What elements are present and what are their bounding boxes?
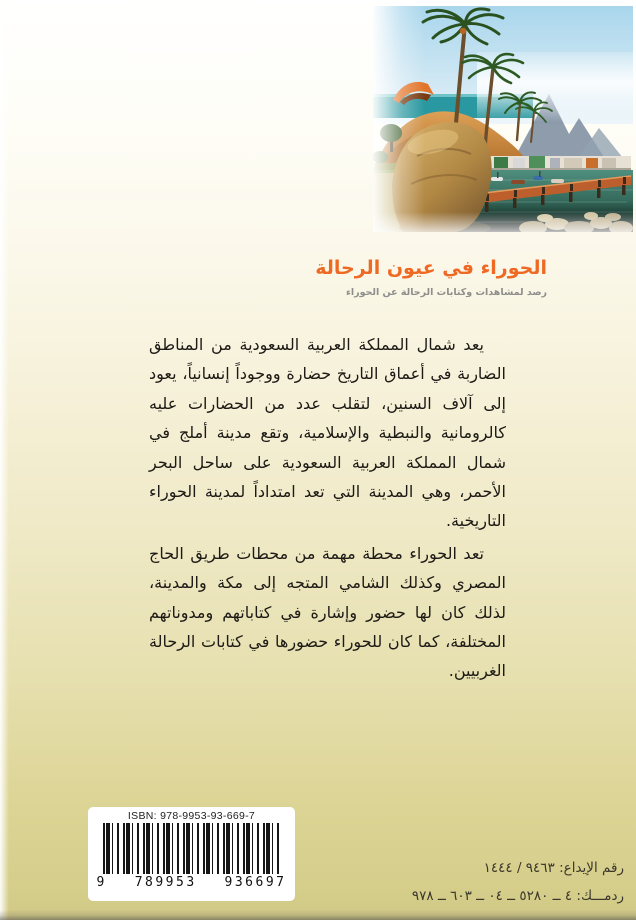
- cover-photo: [373, 6, 633, 232]
- barcode-digit-group: 936697: [224, 875, 287, 890]
- cover-photo-illustration: [373, 6, 633, 232]
- barcode-digit-group: 9: [96, 875, 107, 890]
- book-subtitle: رصد لمشاهدات وكتابات الرحالة عن الحوراء: [346, 287, 547, 298]
- barcode-bars: [103, 823, 281, 874]
- photo-harbor-buildings: [473, 156, 631, 170]
- barcode-digit-group: 789953: [134, 875, 197, 890]
- barcode-box: [88, 807, 295, 901]
- deposit-number-line: رقم الإيداع: ٩٤٦٣ / ١٤٤٤: [483, 860, 624, 876]
- blurb-paragraph-2: تعد الحوراء محطة مهمة من محطات طريق الحاج المصري وكذلك الشامي المتجه إلى مكة والمدينة، لذلك كان لها حضور وإشارة في كتاباتهم ومدوناتهم المختلفة، كما كان للحوراء حضورها في كتابات الرحالة الغربيين.: [149, 543, 506, 681]
- page-bottom-edge: [0, 910, 636, 920]
- imprint-block: [412, 855, 624, 910]
- photo-left-fade: [373, 6, 425, 232]
- barcode-digits: [97, 875, 287, 890]
- page-left-edge: [0, 0, 9, 920]
- isbn-label: ISBN: 978-9953-93-669-7: [127, 810, 256, 822]
- blurb: [149, 330, 506, 689]
- book-title: الحوراء في عيون الرحالة: [315, 257, 547, 279]
- isbn-arabic-line: ردمـــك: ٤ ــ ٥٢٨٠ ــ ٠٤ ــ ٦٠٣ ــ ٩٧٨: [411, 887, 624, 904]
- title-block: [315, 256, 547, 298]
- photo-bottom-fade: [373, 212, 633, 232]
- blurb-paragraph-1: يعد شمال المملكة العربية السعودية من المناطق الضاربة في أعماق التاريخ حضارة ووجوداً إنسانياً، يعود إلى آلاف السنين، لتقلب عدد من الحضارات عليه كالرومانية والنبطية والإسلامية، وتقع مدينة أملج في شمال المملكة العربية السعودية على ساحل البحر الأحمر، وهي المدينة التي تعد امتداداً لمدينة الحوراء التاريخية.: [149, 335, 506, 531]
